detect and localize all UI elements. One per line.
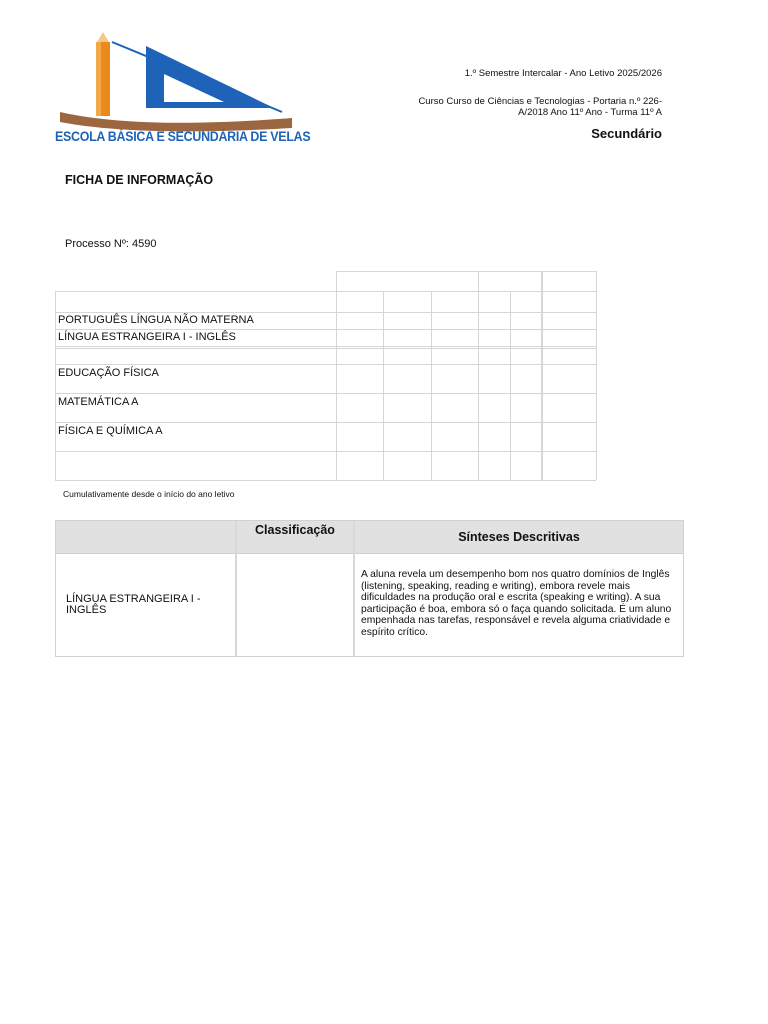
classification-column-header: Classificação	[255, 523, 335, 537]
semester-label: 1.º Semestre Intercalar - Ano Letivo 2025/2026	[464, 68, 662, 79]
subject-row-label: LÍNGUA ESTRANGEIRA I - INGLÊS	[58, 331, 236, 343]
synthesis-column-header: Sínteses Descritivas	[458, 530, 580, 544]
school-name: ESCOLA BÁSICA E SECUNDÁRIA DE VELAS	[55, 129, 311, 144]
subject-row-label: PORTUGUÊS LÍNGUA NÃO MATERNA	[58, 314, 254, 326]
synthesis-text: A aluna revela um desempenho bom nos quatro domínios de Inglês (listening, speaking, reading e writing), embora revele mais dificuldades na produção oral e escrita (speaking e writing). A sua participação é boa, embora só o faça quando solicitada. É um aluno empenhada nas tarefas, responsável e revela alguma criatividade e espírito crítico.	[361, 569, 672, 638]
synthesis-subject: LÍNGUA ESTRANGEIRA I - INGLÊS	[66, 593, 201, 616]
synthesis-table	[55, 520, 684, 657]
subject-row-label: MATEMÁTICA A	[58, 396, 139, 408]
course-label: Curso Curso de Ciências e Tecnologias - Portaria n.º 226-A/2018 Ano 11º Ano - Turma 11º A	[418, 96, 662, 118]
level-label: Secundário	[591, 126, 662, 141]
subject-row-label: FÍSICA E QUÍMICA A	[58, 425, 163, 437]
document-title: FICHA DE INFORMAÇÃO	[65, 173, 214, 187]
grades-footnote: Cumulativamente desde o início do ano letivo	[63, 489, 235, 499]
process-number: Processo Nº: 4590	[65, 238, 157, 250]
subject-row-label: EDUCAÇÃO FÍSICA	[58, 367, 159, 379]
